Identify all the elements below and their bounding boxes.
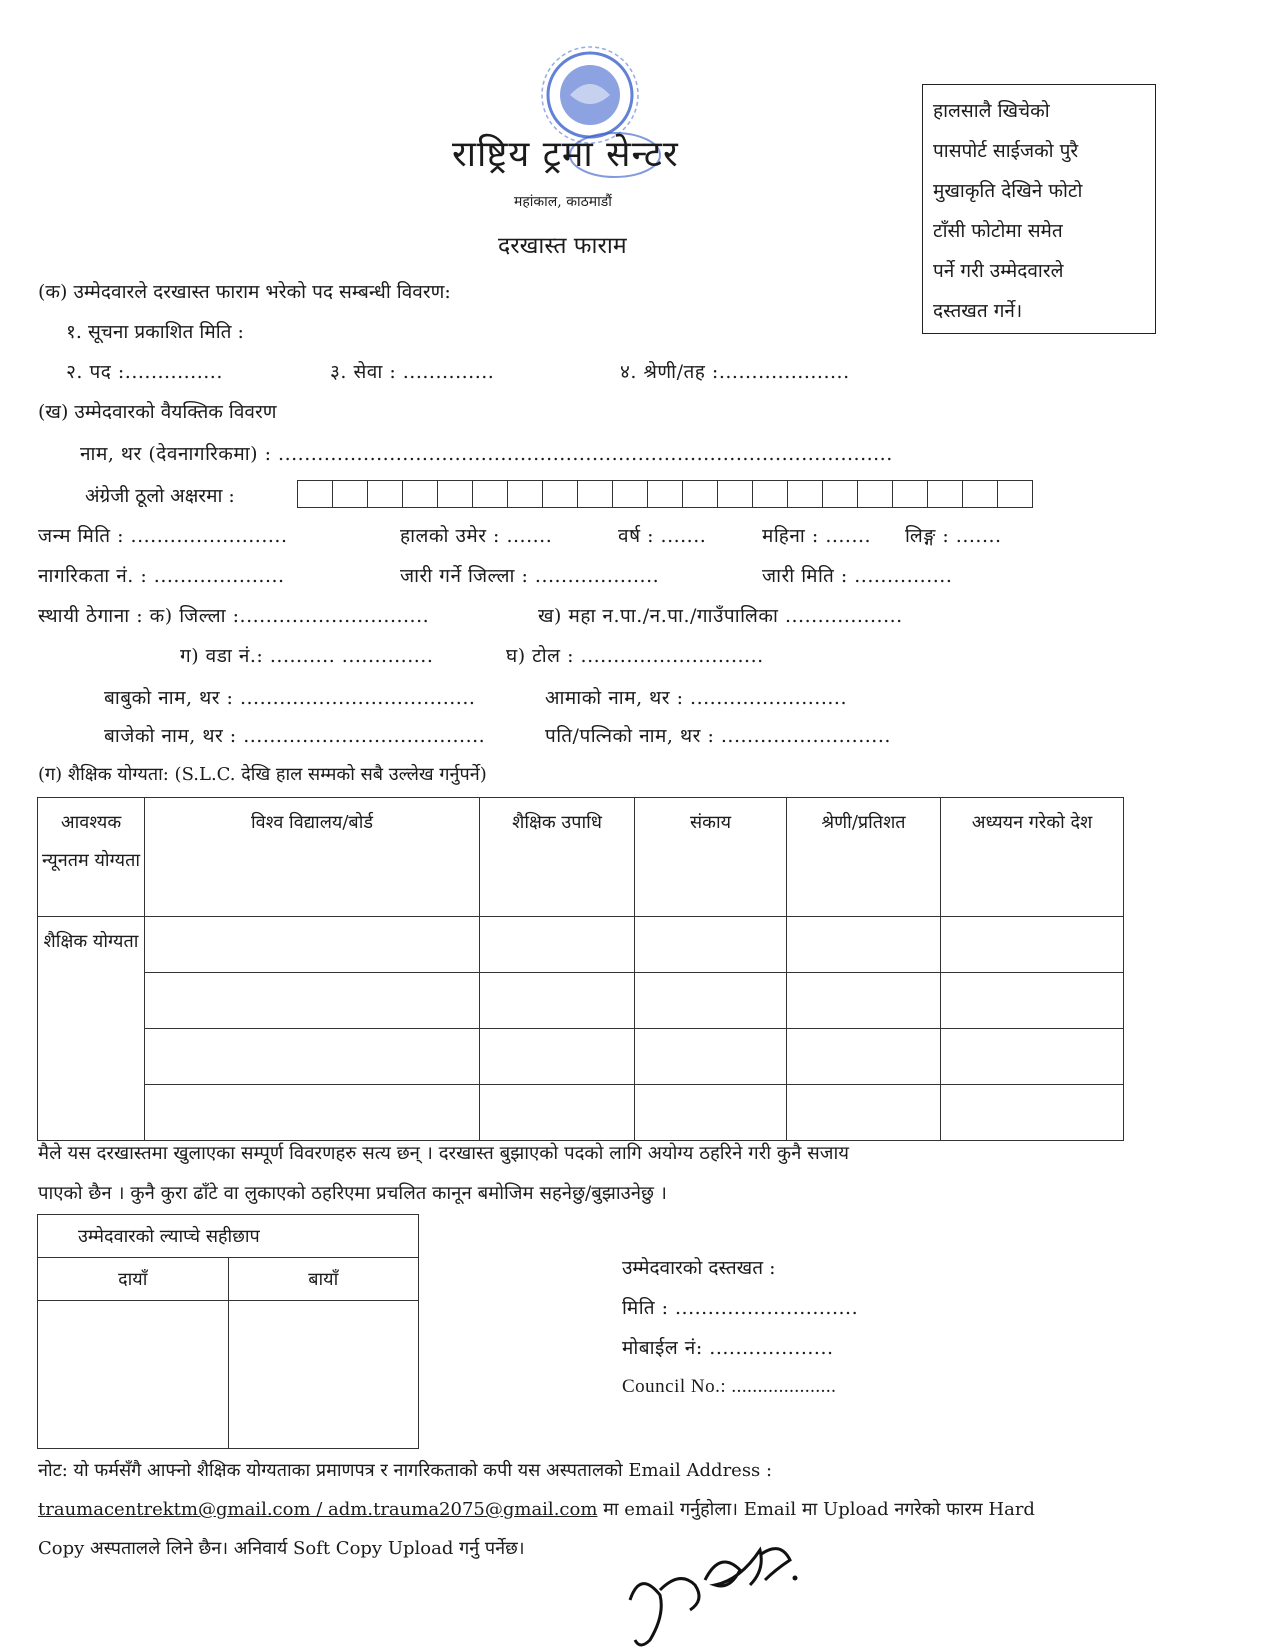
years-field[interactable]: वर्ष : ....... xyxy=(618,525,707,547)
tole-field[interactable]: घ) टोल : ............................ xyxy=(506,645,764,667)
letter-box[interactable] xyxy=(717,480,753,508)
age-field[interactable]: हालको उमेर : ....... xyxy=(400,525,553,547)
left-thumb-label: बायाँ xyxy=(228,1258,419,1301)
letter-box[interactable] xyxy=(647,480,683,508)
table-cell[interactable] xyxy=(941,973,1124,1029)
letter-box[interactable] xyxy=(892,480,928,508)
level-field[interactable]: ४. श्रेणी/तह :.................... xyxy=(620,361,850,383)
name-english-label: अंग्रेजी ठूलो अक्षरमा : xyxy=(85,485,235,507)
column-header: अध्ययन गरेको देश xyxy=(941,798,1124,917)
table-cell[interactable] xyxy=(145,1029,480,1085)
table-cell[interactable] xyxy=(635,973,787,1029)
note-line-3: Copy अस्पतालले लिने छैन। अनिवार्य Soft Copy Upload गर्नु पर्नेछ। xyxy=(38,1538,525,1559)
spouse-name-field[interactable]: पति/पत्निको नाम, थर : .......................... xyxy=(545,725,891,747)
photo-instruction-line: दस्तखत गर्ने। xyxy=(933,300,1023,322)
note-line-1: नोट: यो फर्मसँगै आफ्नो शैक्षिक योग्यताका प्रमाणपत्र र नागरिकताको कपी यस अस्पतालको Email Address : xyxy=(38,1460,773,1481)
form-title: दरखास्त फाराम xyxy=(498,233,627,259)
table-cell[interactable] xyxy=(635,1029,787,1085)
note-line-2 xyxy=(38,1497,1035,1521)
service-field[interactable]: ३. सेवा : .............. xyxy=(330,361,495,383)
letter-box[interactable] xyxy=(437,480,473,508)
address-district-field[interactable]: स्थायी ठेगाना : क) जिल्ला :............................. xyxy=(38,605,430,627)
candidate-signature-field[interactable]: उम्मेदवारको दस्तखत : xyxy=(622,1257,776,1279)
table-cell[interactable] xyxy=(787,1029,941,1085)
table-cell[interactable] xyxy=(787,973,941,1029)
months-field[interactable]: महिना : ....... xyxy=(762,525,872,547)
letter-box[interactable] xyxy=(332,480,368,508)
issue-date-field[interactable]: जारी मिति : ............... xyxy=(762,565,953,587)
table-cell[interactable] xyxy=(145,917,480,973)
column-header: शैक्षिक उपाधि xyxy=(480,798,635,917)
name-devanagari-field[interactable]: नाम, थर (देवनागरिकमा) : .............................................................................................. xyxy=(80,443,893,465)
photo-instruction-line: टाँसी फोटोमा समेत xyxy=(933,220,1063,242)
letter-box[interactable] xyxy=(297,480,333,508)
row-label: शैक्षिक योग्यता xyxy=(38,917,145,1141)
dob-field[interactable]: जन्म मिति : ........................ xyxy=(38,525,288,547)
letter-box[interactable] xyxy=(857,480,893,508)
section-ka-heading: (क) उम्मेदवारले दरखास्त फाराम भरेको पद सम्बन्धी विवरण: xyxy=(38,281,451,303)
table-cell[interactable] xyxy=(635,917,787,973)
organization-location: महांकाल, काठमाडौं xyxy=(514,194,612,210)
table-cell[interactable] xyxy=(635,1085,787,1141)
issue-district-field[interactable]: जारी गर्ने जिल्ला : ................... xyxy=(400,565,660,587)
table-cell[interactable] xyxy=(480,973,635,1029)
table-cell[interactable] xyxy=(941,917,1124,973)
column-header: विश्व विद्यालय/बोर्ड xyxy=(145,798,480,917)
declaration-line-2: पाएको छैन । कुनै कुरा ढाँटे वा लुकाएको ठहरिएमा प्रचलित कानून बमोजिम सहनेछु/बुझाउनेछु । xyxy=(38,1183,667,1204)
table-cell[interactable] xyxy=(480,1029,635,1085)
left-thumb-area[interactable] xyxy=(228,1301,419,1449)
note-line-2-rest: मा email गर्नुहोला। Email मा Upload नगरेको फारम Hard xyxy=(603,1499,1035,1520)
notice-date-field[interactable]: १. सूचना प्रकाशित मिति : xyxy=(66,321,244,343)
table-cell[interactable] xyxy=(941,1085,1124,1141)
table-row xyxy=(38,1029,1124,1085)
photo-instruction-line: पासपोर्ट साईजको पुरै xyxy=(933,140,1079,162)
ward-no-field[interactable]: ग) वडा नं.: .......... .............. xyxy=(180,645,434,667)
fingerprint-box xyxy=(37,1214,419,1449)
table-cell[interactable] xyxy=(480,1085,635,1141)
declaration-line-1: मैले यस दरखास्तमा खुलाएका सम्पूर्ण विवरणहरु सत्य छन् । दरखास्त बुझाएको पदको लागि अयोग्य ठहरिने गरी कुनै सजाय xyxy=(38,1143,850,1164)
citizenship-no-field[interactable]: नागरिकता नं. : .................... xyxy=(38,565,285,587)
table-cell[interactable] xyxy=(787,917,941,973)
letter-box[interactable] xyxy=(577,480,613,508)
table-cell[interactable] xyxy=(480,917,635,973)
right-thumb-label: दायाँ xyxy=(38,1258,229,1301)
education-table xyxy=(37,797,1124,1141)
table-cell[interactable] xyxy=(145,973,480,1029)
signature-date-field[interactable]: मिति : ............................ xyxy=(622,1297,859,1319)
father-name-field[interactable]: बाबुको नाम, थर : .................................... xyxy=(104,687,476,709)
table-cell[interactable] xyxy=(941,1029,1124,1085)
table-cell[interactable] xyxy=(787,1085,941,1141)
fingerprint-title: उम्मेदवारको ल्याप्चे सहीछाप xyxy=(38,1215,419,1258)
letter-box[interactable] xyxy=(367,480,403,508)
letter-box[interactable] xyxy=(612,480,648,508)
right-thumb-area[interactable] xyxy=(38,1301,229,1449)
address-municipality-field[interactable]: ख) महा न.पा./न.पा./गाउँपालिका .................. xyxy=(538,605,903,627)
letter-box[interactable] xyxy=(682,480,718,508)
photo-instruction-line: पर्ने गरी उम्मेदवारले xyxy=(933,260,1064,282)
post-field[interactable]: २. पद :............... xyxy=(66,361,223,383)
council-no-field[interactable]: Council No.: .................... xyxy=(622,1376,837,1397)
letter-box[interactable] xyxy=(472,480,508,508)
letter-box[interactable] xyxy=(962,480,998,508)
column-header: श्रेणी/प्रतिशत xyxy=(787,798,941,917)
section-kha-heading: (ख) उम्मेदवारको वैयक्तिक विवरण xyxy=(38,401,277,423)
organization-name: राष्ट्रिय ट्रमा सेन्टर xyxy=(452,134,679,175)
grandfather-name-field[interactable]: बाजेको नाम, थर : ..................................... xyxy=(104,725,486,747)
table-row xyxy=(38,917,1124,973)
table-row xyxy=(38,1085,1124,1141)
photo-instruction-line: हालसालै खिचेको xyxy=(933,100,1050,122)
letter-box[interactable] xyxy=(997,480,1033,508)
column-header: संकाय xyxy=(635,798,787,917)
column-header: आवश्यक न्यूनतम योग्यता xyxy=(38,798,145,917)
letter-box[interactable] xyxy=(752,480,788,508)
section-ga-heading: (ग) शैक्षिक योग्यता: (S.L.C. देखि हाल सम्मको सबै उल्लेख गर्नुपर्ने) xyxy=(38,764,487,785)
letter-box[interactable] xyxy=(787,480,823,508)
table-cell[interactable] xyxy=(145,1085,480,1141)
handwritten-signature xyxy=(610,1530,830,1650)
gender-field[interactable]: लिङ्ग : ....... xyxy=(905,525,1002,547)
photo-instruction-box xyxy=(922,84,1156,334)
letter-box[interactable] xyxy=(822,480,858,508)
mobile-field[interactable]: मोबाईल नं: ................... xyxy=(622,1337,834,1359)
photo-instruction-line: मुखाकृति देखिने फोटो xyxy=(933,180,1083,202)
letter-box[interactable] xyxy=(542,480,578,508)
letter-box[interactable] xyxy=(927,480,963,508)
table-row xyxy=(38,973,1124,1029)
letter-box[interactable] xyxy=(507,480,543,508)
letter-box[interactable] xyxy=(402,480,438,508)
name-english-letter-boxes[interactable] xyxy=(298,480,1033,508)
mother-name-field[interactable]: आमाको नाम, थर : ........................ xyxy=(545,687,848,709)
table-header-row xyxy=(38,798,1124,917)
email-link[interactable]: traumacentrektm@gmail.com / adm.trauma2075@gmail.com xyxy=(38,1499,598,1520)
